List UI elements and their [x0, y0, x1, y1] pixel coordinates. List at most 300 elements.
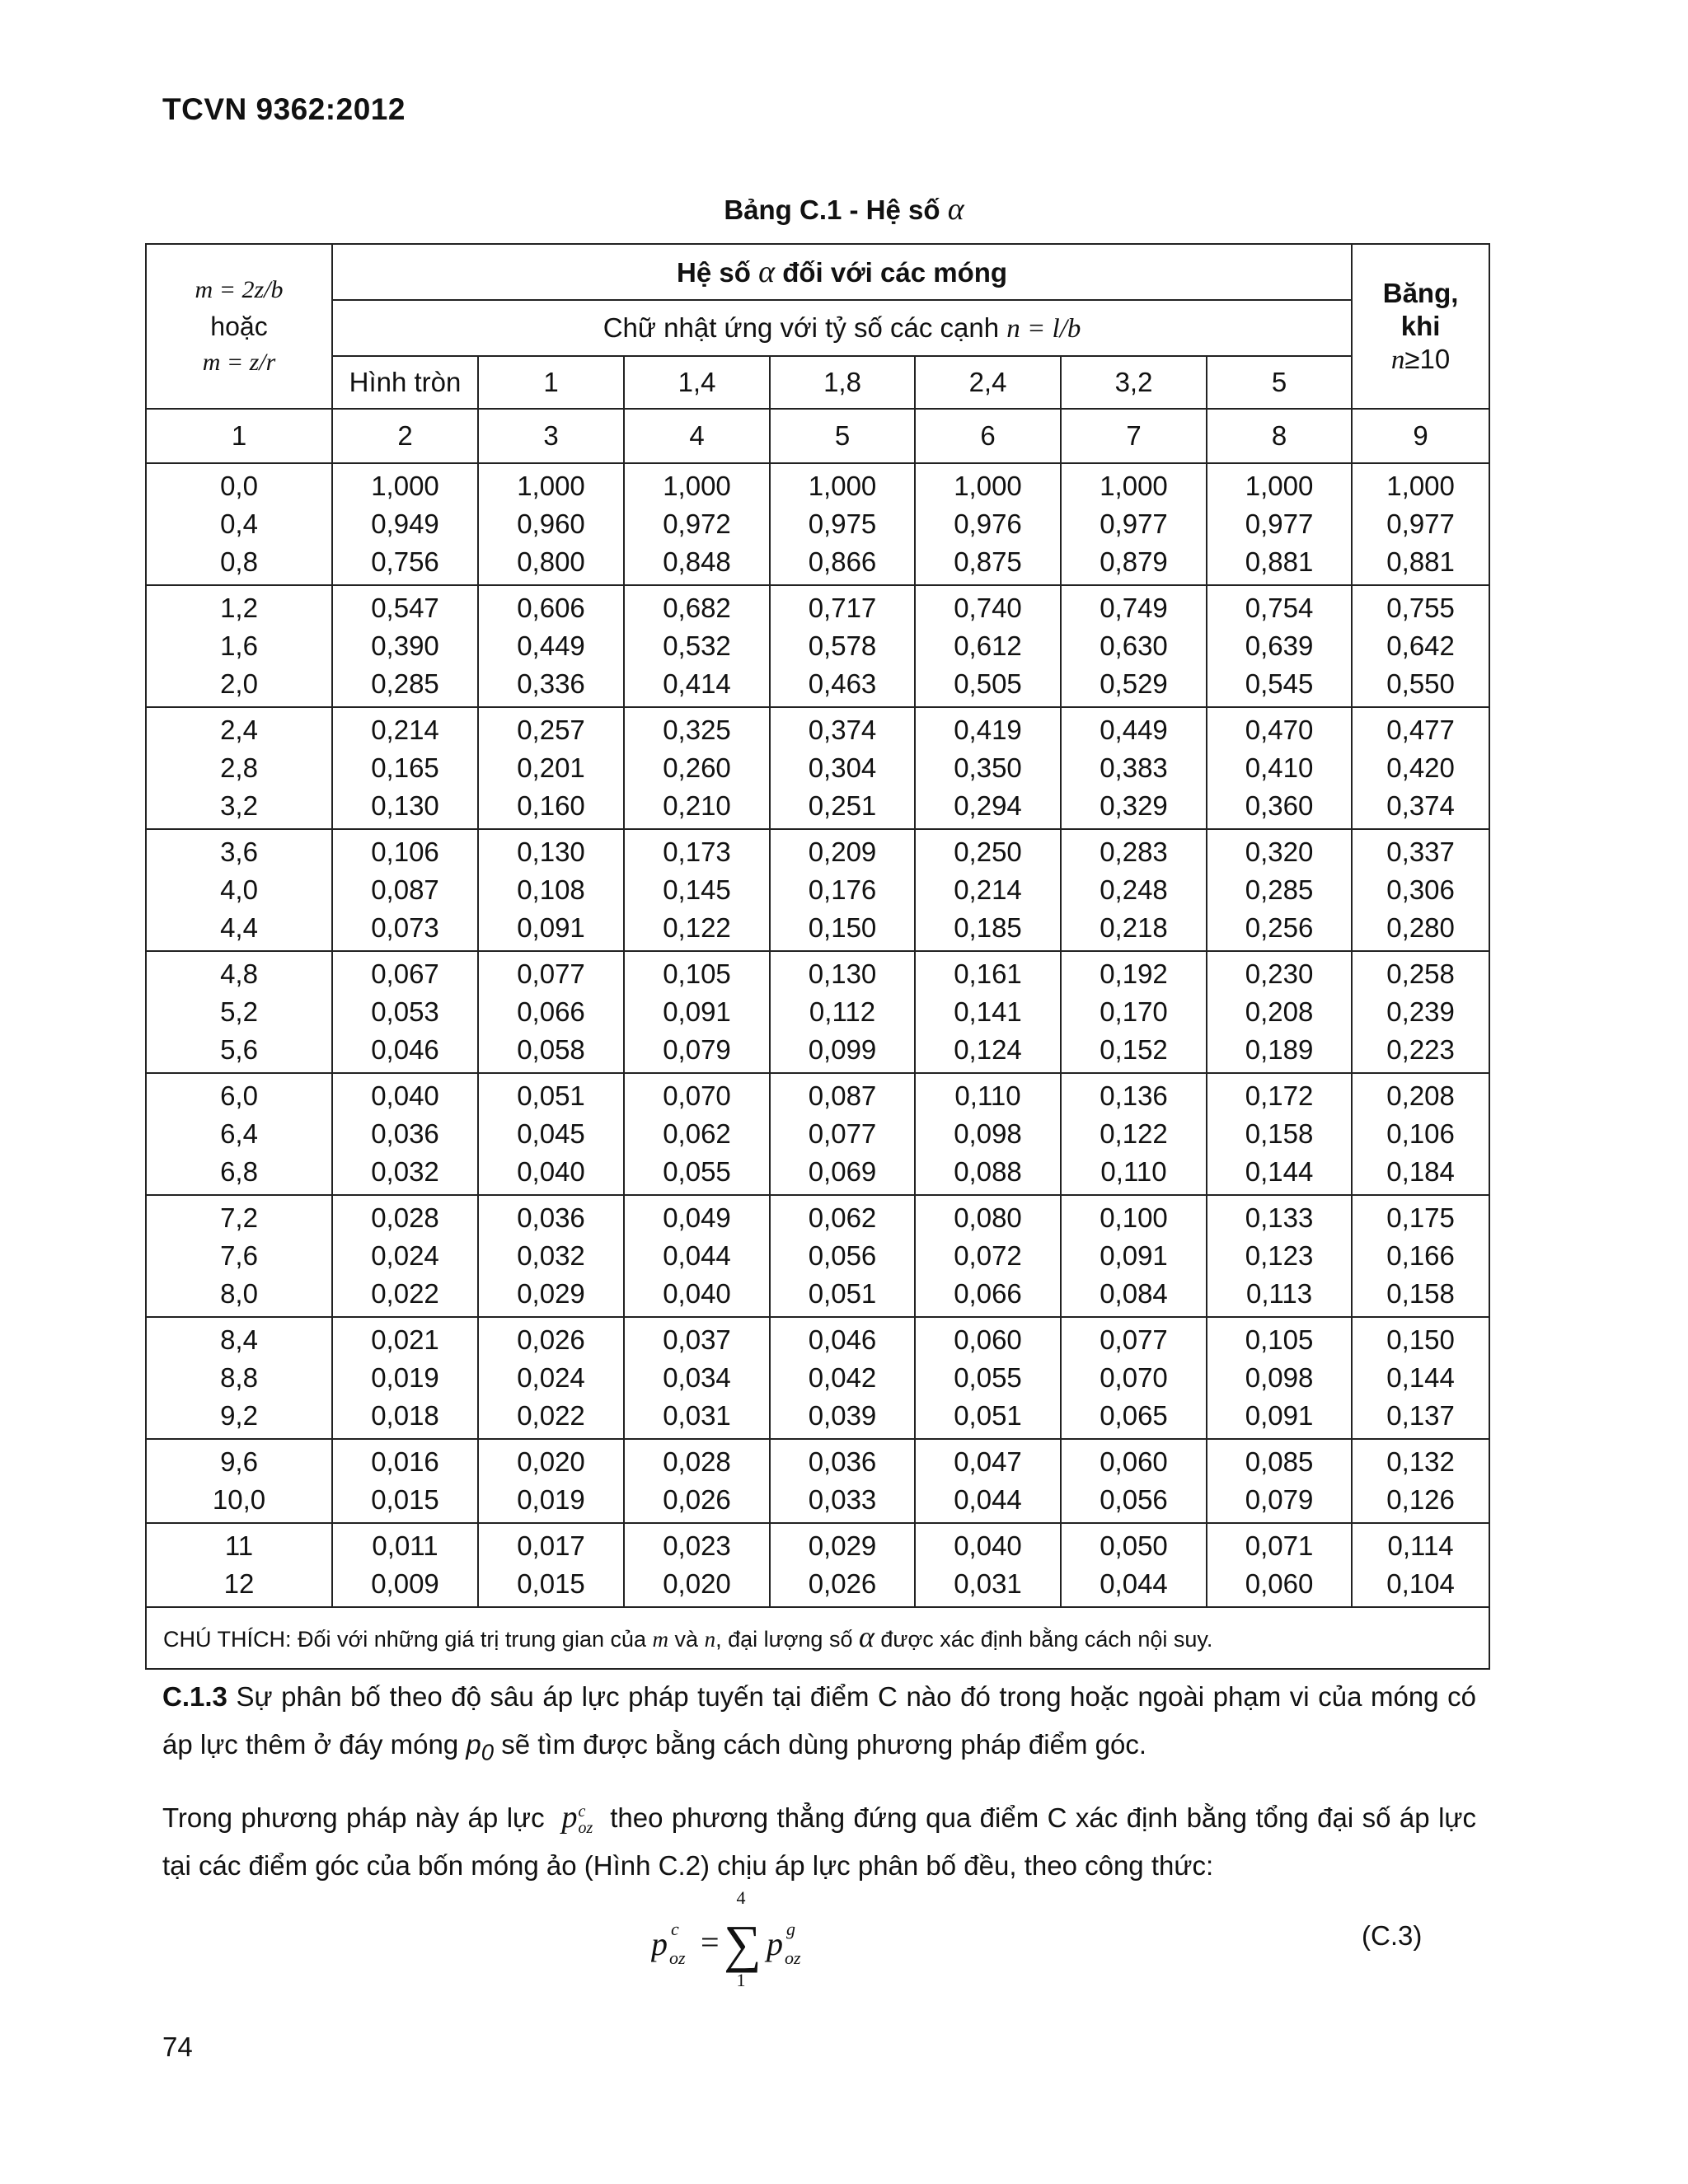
column-number: 1: [146, 409, 332, 463]
table-cell: [478, 1439, 624, 1523]
cell-value: 0,976: [954, 509, 1022, 539]
cell-value: 0,184: [1386, 1156, 1455, 1187]
cell-value: 0,132: [1386, 1446, 1455, 1477]
band-cond-rest: ≥10: [1404, 343, 1451, 374]
cell-value: 0,091: [1245, 1400, 1314, 1431]
table-cell: [478, 585, 624, 707]
cell-value: 0,136: [1100, 1080, 1168, 1111]
cell-value: 0,337: [1386, 837, 1455, 867]
method-text2: theo phương thẳng đứng qua điểm C xác định bằng tổng đại số áp lực tại các điểm góc của bốn móng ảo (Hình C.2) chịu áp lực phân bố đều, theo công thức:: [162, 1802, 1476, 1881]
header-ratio-5: 3,2: [1061, 356, 1207, 409]
column-number: 7: [1061, 409, 1207, 463]
cell-value: 0,029: [517, 1278, 585, 1309]
table-cell: [332, 951, 478, 1073]
cell-value: 0,4: [220, 509, 258, 539]
table-cell: [1061, 707, 1207, 829]
cell-value: 0,032: [371, 1156, 439, 1187]
cell-value: 0,975: [808, 509, 877, 539]
cell-value: 2,8: [220, 752, 258, 783]
cell-value: 0,087: [808, 1080, 877, 1111]
cell-value: 0,062: [663, 1118, 731, 1149]
table-cell: [1207, 1195, 1352, 1317]
table-cell: [146, 585, 332, 707]
table-cell: [770, 1523, 915, 1607]
cell-value: 0,306: [1386, 874, 1455, 905]
table-cell: [915, 585, 1061, 707]
note-m: m: [652, 1627, 669, 1652]
table-cell: [478, 1073, 624, 1195]
cell-value: 3,2: [220, 790, 258, 821]
cell-value: 0,106: [1386, 1118, 1455, 1149]
column-number: 8: [1207, 409, 1352, 463]
table-cell: [332, 463, 478, 585]
table-note: [146, 1607, 1489, 1669]
formula-equals: =: [701, 1924, 720, 1961]
page-number: 74: [162, 2032, 193, 2062]
cell-value: 0,133: [1245, 1202, 1314, 1233]
cell-value: 6,8: [220, 1156, 258, 1187]
cell-value: 0,414: [663, 668, 731, 699]
cell-value: 5,2: [220, 996, 258, 1027]
table-cell: [1207, 1073, 1352, 1195]
table-cell: [1061, 951, 1207, 1073]
cell-value: 0,026: [663, 1484, 731, 1515]
cell-value: 0,070: [663, 1080, 731, 1111]
note-n: n: [704, 1627, 716, 1652]
column-number: 3: [478, 409, 624, 463]
cell-value: 0,0: [220, 471, 258, 501]
cell-value: 0,158: [1245, 1118, 1314, 1149]
table-cell: [1207, 463, 1352, 585]
cell-value: 0,046: [371, 1034, 439, 1065]
cell-value: 0,045: [517, 1118, 585, 1149]
cell-value: 0,256: [1245, 912, 1314, 943]
header-ratio-4: 2,4: [915, 356, 1061, 409]
standard-header: TCVN 9362:2012: [162, 92, 406, 126]
cell-value: 0,051: [517, 1080, 585, 1111]
cell-value: 0,080: [954, 1202, 1022, 1233]
cell-value: 0,024: [371, 1240, 439, 1271]
table-cell: [146, 1195, 332, 1317]
table-cell: [1207, 585, 1352, 707]
cell-value: 0,122: [663, 912, 731, 943]
cell-value: 0,280: [1386, 912, 1455, 943]
cell-value: 0,028: [663, 1446, 731, 1477]
table-cell: [1061, 829, 1207, 951]
cell-value: 0,051: [808, 1278, 877, 1309]
header-band-condition: [1353, 343, 1489, 377]
cell-value: 0,977: [1245, 509, 1314, 539]
table-cell: [624, 1195, 770, 1317]
table-cell: [332, 1073, 478, 1195]
table-cell: [146, 1523, 332, 1607]
header-main-suffix: đối với các móng: [782, 256, 1008, 288]
cell-value: 0,260: [663, 752, 731, 783]
table-cell: [915, 1439, 1061, 1523]
table-cell: [770, 1317, 915, 1439]
header-rect-title: [332, 300, 1352, 356]
cell-value: 0,285: [371, 668, 439, 699]
cell-value: 0,141: [954, 996, 1022, 1027]
cell-value: 0,017: [517, 1530, 585, 1561]
table-cell: [1352, 829, 1489, 951]
cell-value: 0,051: [954, 1400, 1022, 1431]
cell-value: 7,6: [220, 1240, 258, 1271]
cell-value: 0,960: [517, 509, 585, 539]
cell-value: 0,374: [808, 715, 877, 745]
table-cell: [146, 463, 332, 585]
cell-value: 0,024: [517, 1362, 585, 1393]
formula-sum-lower: 1: [736, 1970, 746, 1990]
cell-value: 0,144: [1386, 1362, 1455, 1393]
cell-value: 1,000: [954, 471, 1022, 501]
cell-value: 8,4: [220, 1324, 258, 1355]
cell-value: 0,130: [808, 958, 877, 989]
cell-value: 0,949: [371, 509, 439, 539]
cell-value: 1,000: [663, 471, 731, 501]
cell-value: 0,037: [663, 1324, 731, 1355]
coefficient-table: [145, 243, 1490, 1670]
table-cell: [915, 829, 1061, 951]
cell-value: 0,754: [1245, 593, 1314, 623]
cell-value: 0,176: [808, 874, 877, 905]
table-cell: [624, 1317, 770, 1439]
cell-value: 0,022: [371, 1278, 439, 1309]
table-cell: [1207, 1317, 1352, 1439]
cell-value: 0,410: [1245, 752, 1314, 783]
cell-value: 0,053: [371, 996, 439, 1027]
cell-value: 0,214: [954, 874, 1022, 905]
table-row-group: [146, 1439, 1489, 1523]
cell-value: 0,084: [1100, 1278, 1168, 1309]
cell-value: 0,049: [663, 1202, 731, 1233]
cell-value: 0,209: [808, 837, 877, 867]
cell-value: 0,201: [517, 752, 585, 783]
table-cell: [1207, 1523, 1352, 1607]
cell-value: 0,350: [954, 752, 1022, 783]
cell-value: 0,336: [517, 668, 585, 699]
formula-sum-upper: 4: [736, 1887, 746, 1908]
cell-value: 0,881: [1386, 546, 1455, 577]
cell-value: 7,2: [220, 1202, 258, 1233]
cell-value: 0,040: [663, 1278, 731, 1309]
formula-lhs-sup: c: [671, 1919, 679, 1939]
cell-value: 0,056: [808, 1240, 877, 1271]
cell-value: 0,060: [1245, 1568, 1314, 1599]
cell-value: 0,110: [954, 1080, 1021, 1111]
cell-value: 1,000: [1100, 471, 1168, 501]
cell-value: 0,029: [808, 1530, 877, 1561]
cell-value: 0,071: [1245, 1530, 1314, 1561]
cell-value: 1,000: [371, 471, 439, 501]
column-number: 2: [332, 409, 478, 463]
paragraph-c13: [162, 1673, 1476, 1777]
p0-letter: p: [466, 1729, 481, 1760]
table-cell: [478, 1195, 624, 1317]
cell-value: 0,023: [663, 1530, 731, 1561]
table-cell: [1061, 463, 1207, 585]
cell-value: 0,123: [1245, 1240, 1314, 1271]
cell-value: 0,032: [517, 1240, 585, 1271]
cell-value: 0,040: [371, 1080, 439, 1111]
cell-value: 0,578: [808, 630, 877, 661]
method-text1: Trong phương pháp này áp lực: [162, 1802, 545, 1833]
cell-value: 0,214: [371, 715, 439, 745]
cell-value: 0,126: [1386, 1484, 1455, 1515]
table-row-group: [146, 585, 1489, 707]
table-cell: [146, 1073, 332, 1195]
table-cell: [770, 951, 915, 1073]
table-cell: [1061, 1195, 1207, 1317]
cell-value: 0,630: [1100, 630, 1168, 661]
cell-value: 0,079: [1245, 1484, 1314, 1515]
cell-value: 6,0: [220, 1080, 258, 1111]
cell-value: 1,000: [1245, 471, 1314, 501]
cell-value: 0,040: [954, 1530, 1022, 1561]
table-cell: [1352, 1439, 1489, 1523]
table-cell: [624, 829, 770, 951]
cell-value: 0,545: [1245, 668, 1314, 699]
cell-value: 0,110: [1100, 1156, 1167, 1187]
table-cell: [1352, 585, 1489, 707]
cell-value: 0,066: [517, 996, 585, 1027]
paragraph-method: [162, 1793, 1476, 1890]
header-main-prefix: Hệ số: [677, 256, 751, 288]
cell-value: 0,036: [808, 1446, 877, 1477]
cell-value: 0,248: [1100, 874, 1168, 905]
cell-value: 0,304: [808, 752, 877, 783]
cell-value: 0,185: [954, 912, 1022, 943]
formula-rhs-sup: g: [786, 1919, 795, 1939]
table-cell: [332, 1195, 478, 1317]
cell-value: 0,105: [1245, 1324, 1314, 1355]
cell-value: 0,015: [371, 1484, 439, 1515]
table-cell: [915, 1073, 1061, 1195]
table-cell: [478, 1317, 624, 1439]
cell-value: 0,166: [1386, 1240, 1455, 1271]
table-cell: [770, 463, 915, 585]
cell-value: 0,026: [517, 1324, 585, 1355]
table-cell: [1061, 1073, 1207, 1195]
cell-value: 2,4: [220, 715, 258, 745]
cell-value: 0,069: [808, 1156, 877, 1187]
formula-lhs-p: p: [651, 1925, 668, 1962]
table-cell: [1352, 1317, 1489, 1439]
cell-value: 0,210: [663, 790, 731, 821]
cell-value: 0,058: [517, 1034, 585, 1065]
table-cell: [915, 951, 1061, 1073]
table-cell: [478, 829, 624, 951]
alpha-symbol: α: [947, 192, 964, 227]
cell-value: 0,019: [371, 1362, 439, 1393]
table-row-group: [146, 1073, 1489, 1195]
cell-value: 0,881: [1245, 546, 1314, 577]
cell-value: 0,800: [517, 546, 585, 577]
cell-value: 0,124: [954, 1034, 1022, 1065]
caption-text: Bảng C.1 - Hệ số: [724, 194, 940, 225]
cell-value: 0,015: [517, 1568, 585, 1599]
cell-value: 0,036: [371, 1118, 439, 1149]
table-cell: [770, 585, 915, 707]
cell-value: 6,4: [220, 1118, 258, 1149]
cell-value: 0,108: [517, 874, 585, 905]
header-band-line2: khi: [1400, 310, 1441, 341]
formula-rhs-p: p: [767, 1925, 783, 1962]
cell-value: 0,099: [808, 1034, 877, 1065]
cell-value: 0,011: [372, 1530, 438, 1561]
p0-symbol: [466, 1729, 495, 1765]
cell-value: 0,189: [1245, 1034, 1314, 1065]
cell-value: 11: [224, 1530, 254, 1561]
cell-value: 0,848: [663, 546, 731, 577]
header-ratio-2: 1,4: [624, 356, 770, 409]
cell-value: 0,031: [663, 1400, 731, 1431]
cell-value: 0,044: [663, 1240, 731, 1271]
cell-value: 0,477: [1386, 715, 1455, 745]
c13-text2: sẽ tìm được bằng cách dùng phương pháp điểm góc.: [501, 1729, 1147, 1760]
cell-value: 0,085: [1245, 1446, 1314, 1477]
table-cell: [1352, 1523, 1489, 1607]
cell-value: 0,056: [1100, 1484, 1168, 1515]
cell-value: 0,642: [1386, 630, 1455, 661]
header-m-line3: m = z/r: [202, 349, 276, 376]
header-band-line1: Băng,: [1382, 277, 1459, 308]
cell-value: 0,470: [1245, 715, 1314, 745]
table-cell: [478, 1523, 624, 1607]
cell-value: 0,100: [1100, 1202, 1168, 1233]
cell-value: 0,251: [808, 790, 877, 821]
cell-value: 0,039: [808, 1400, 877, 1431]
cell-value: 1,2: [220, 593, 258, 623]
cell-value: 0,160: [517, 790, 585, 821]
header-alpha-symbol: α: [758, 254, 776, 289]
table-caption: [0, 191, 1688, 227]
cell-value: 0,320: [1245, 837, 1314, 867]
c13-text1: Sự phân bố theo độ sâu áp lực pháp tuyến tại điểm C nào đó trong hoặc ngoài phạm vi của móng có áp lực thêm ở đáy móng: [162, 1681, 1476, 1760]
table-cell: [624, 951, 770, 1073]
formula-rhs-sub: oz: [785, 1947, 801, 1968]
cell-value: 0,150: [808, 912, 877, 943]
cell-value: 4,8: [220, 958, 258, 989]
cell-value: 0,285: [1245, 874, 1314, 905]
cell-value: 0,875: [954, 546, 1022, 577]
table-cell: [624, 707, 770, 829]
table-cell: [624, 1439, 770, 1523]
cell-value: 0,208: [1386, 1080, 1455, 1111]
table-cell: [915, 1523, 1061, 1607]
header-ratio-6: 5: [1207, 356, 1352, 409]
cell-value: 0,122: [1100, 1118, 1168, 1149]
cell-value: 0,161: [954, 958, 1022, 989]
table-row-group: [146, 463, 1489, 585]
table-cell: [332, 1523, 478, 1607]
cell-value: 0,250: [954, 837, 1022, 867]
table-cell: [332, 1317, 478, 1439]
formula-number: (C.3): [1362, 1920, 1423, 1951]
header-ratio-1: 1: [478, 356, 624, 409]
cell-value: 0,033: [808, 1484, 877, 1515]
cell-value: 0,091: [1100, 1240, 1168, 1271]
cell-value: 0,087: [371, 874, 439, 905]
table-cell: [624, 463, 770, 585]
column-number: 5: [770, 409, 915, 463]
c13-label: C.1.3: [162, 1681, 227, 1712]
table-cell: [478, 707, 624, 829]
cell-value: 0,879: [1100, 546, 1168, 577]
cell-value: 0,740: [954, 593, 1022, 623]
cell-value: 1,6: [220, 630, 258, 661]
cell-value: 0,009: [371, 1568, 439, 1599]
table-cell: [146, 1439, 332, 1523]
inline-p-sup: c: [578, 1802, 586, 1821]
table-row-group: [146, 829, 1489, 951]
table-cell: [1207, 707, 1352, 829]
cell-value: 0,717: [808, 593, 877, 623]
cell-value: 0,055: [663, 1156, 731, 1187]
cell-value: 0,208: [1245, 996, 1314, 1027]
cell-value: 5,6: [220, 1034, 258, 1065]
table-cell: [146, 1317, 332, 1439]
inline-p-sub: oz: [578, 1819, 593, 1838]
cell-value: 0,026: [808, 1568, 877, 1599]
table-row-group: [146, 1195, 1489, 1317]
cell-value: 0,079: [663, 1034, 731, 1065]
table-cell: [770, 829, 915, 951]
note-part4: được xác định bằng cách nội suy.: [880, 1627, 1213, 1652]
cell-value: 0,144: [1245, 1156, 1314, 1187]
table-cell: [915, 1317, 1061, 1439]
table-cell: [1352, 951, 1489, 1073]
cell-value: 0,137: [1386, 1400, 1455, 1431]
note-part2: và: [674, 1627, 699, 1652]
cell-value: 8,0: [220, 1278, 258, 1309]
cell-value: 0,077: [808, 1118, 877, 1149]
cell-value: 0,158: [1386, 1278, 1455, 1309]
cell-value: 0,612: [954, 630, 1022, 661]
cell-value: 0,374: [1386, 790, 1455, 821]
table-cell: [915, 463, 1061, 585]
header-rect-formula: n = l/b: [1006, 313, 1081, 344]
cell-value: 0,046: [808, 1324, 877, 1355]
header-main-title: [332, 244, 1352, 300]
cell-value: 0,449: [517, 630, 585, 661]
cell-value: 12: [223, 1568, 255, 1599]
cell-value: 0,044: [954, 1484, 1022, 1515]
column-number: 6: [915, 409, 1061, 463]
cell-value: 3,6: [220, 837, 258, 867]
cell-value: 0,383: [1100, 752, 1168, 783]
table-cell: [770, 1439, 915, 1523]
table-cell: [1207, 1439, 1352, 1523]
cell-value: 0,028: [371, 1202, 439, 1233]
inline-p-letter: p: [561, 1800, 578, 1835]
cell-value: 0,756: [371, 546, 439, 577]
cell-value: 4,0: [220, 874, 258, 905]
cell-value: 0,360: [1245, 790, 1314, 821]
cell-value: 0,239: [1386, 996, 1455, 1027]
note-part3: , đại lượng số: [715, 1627, 853, 1652]
cell-value: 1,000: [517, 471, 585, 501]
cell-value: 0,606: [517, 593, 585, 623]
cell-value: 0,091: [517, 912, 585, 943]
cell-value: 0,047: [954, 1446, 1022, 1477]
cell-value: 0,060: [1100, 1446, 1168, 1477]
cell-value: 0,8: [220, 546, 258, 577]
cell-value: 0,112: [809, 996, 876, 1027]
cell-value: 0,105: [663, 958, 731, 989]
band-cond-symbol: n: [1390, 344, 1405, 375]
cell-value: 1,000: [808, 471, 877, 501]
